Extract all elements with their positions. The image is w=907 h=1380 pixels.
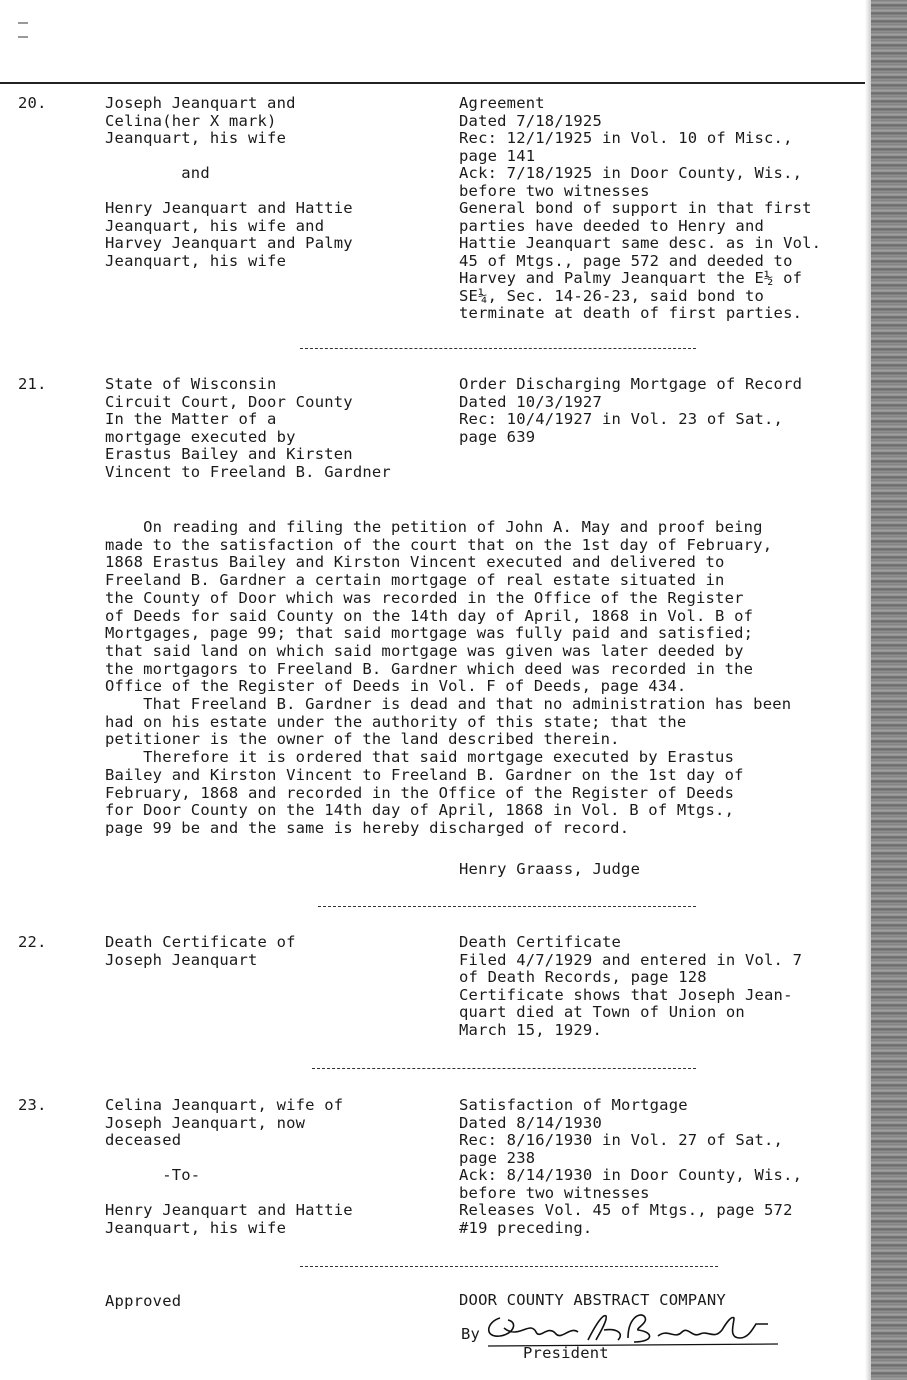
top-rule [0,82,871,84]
separator [312,1068,696,1069]
entry-21-details: Order Discharging Mortgage of Record Dated 10/3/1927 Rec: 10/4/1927 in Vol. 23 of Sat., page 639 [459,375,803,446]
entry-23-details: Satisfaction of Mortgage Dated 8/14/1930 Rec: 8/16/1930 in Vol. 27 of Sat., page 238 Ack: 8/14/1930 in Door County, Wis., before two witnesses Releases Vol. 45 of Mtgs., page 572 #19 preceding. [459,1096,803,1237]
approved-label: Approved [105,1292,182,1310]
by-label: By [461,1325,481,1343]
entry-22-parties: Death Certificate of Joseph Jeanquart [105,933,296,969]
entry-22-number: 22. [18,933,47,951]
signer-title: President [523,1344,609,1362]
separator [300,1266,718,1267]
entry-20-number: 20. [18,94,47,112]
margin-marks [18,22,68,52]
entry-22-details: Death Certificate Filed 4/7/1929 and entered in Vol. 7 of Death Records, page 128 Certificate shows that Joseph Jean- quart died at Town of Union on March 15, 1929. [459,933,803,1039]
entry-23-parties: Celina Jeanquart, wife of Joseph Jeanquart, now deceased -To- Henry Jeanquart and Hattie Jeanquart, his wife [105,1096,353,1237]
entry-20-details: Agreement Dated 7/18/1925 Rec: 12/1/1925 in Vol. 10 of Misc., page 141 Ack: 7/18/1925 in Door County, Wis., before two witnesses General bond of support in that first parties have deeded to Henry and Hattie Jeanquart same desc. as in Vol. 45 of Mtgs., page 572 and deeded to Harvey and Palmy Jeanquart the E½ of SE¼, Sec. 14-26-23, said bond to terminate at death of first parties. [459,94,822,322]
entry-20-parties: Joseph Jeanquart and Celina(her X mark) Jeanquart, his wife and Henry Jeanquart and Hattie Jeanquart, his wife and Harvey Jeanquart and Palmy Jeanquart, his wife [105,94,353,270]
separator [318,906,696,907]
entry-23-number: 23. [18,1096,47,1114]
entry-21-parties: State of Wisconsin Circuit Court, Door County In the Matter of a mortgage executed by Erastus Bailey and Kirsten Vincent to Freeland B. Gardner [105,375,391,481]
company-name: DOOR COUNTY ABSTRACT COMPANY [459,1291,726,1309]
judge-signature-line: Henry Graass, Judge [459,860,641,878]
court-order-text: On reading and filing the petition of John A. May and proof being made to the satisfaction of the court that on the 1st day of February, 1868 Erastus Bailey and Kirston Vincent executed and delivered to Freeland B. Gardner a certain mortgage of real estate situated in the County of Door which was recorded in the Office of the Register of Deeds for said County on the 14th day of April, 1868 in Vol. B of Mortgages, page 99; that said mortgage was fully paid and satisfied; that said land on which said mortgage was given was later deeded by the mortgagors to Freeland B. Gardner which deed was recorded in the Office of the Register of Deeds in Vol. F of Deeds, page 434. That Freeland B. Gardner is dead and that no administration has been had on his estate under the authority of this state; that the petitioner is the owner of the land described therein. Therefore it is ordered that said mortgage executed by Erastus Bailey and Kirston Vincent to Freeland B. Gardner on the 1st day of February, 1868 and recorded in the Office of the Register of Deeds for Door County on the 14th day of April, 1868 in Vol. B of Mtgs., page 99 be and the same is hereby discharged of record. [105,518,792,837]
separator [300,348,696,349]
scan-edge [871,0,907,1380]
entry-21-number: 21. [18,375,47,393]
